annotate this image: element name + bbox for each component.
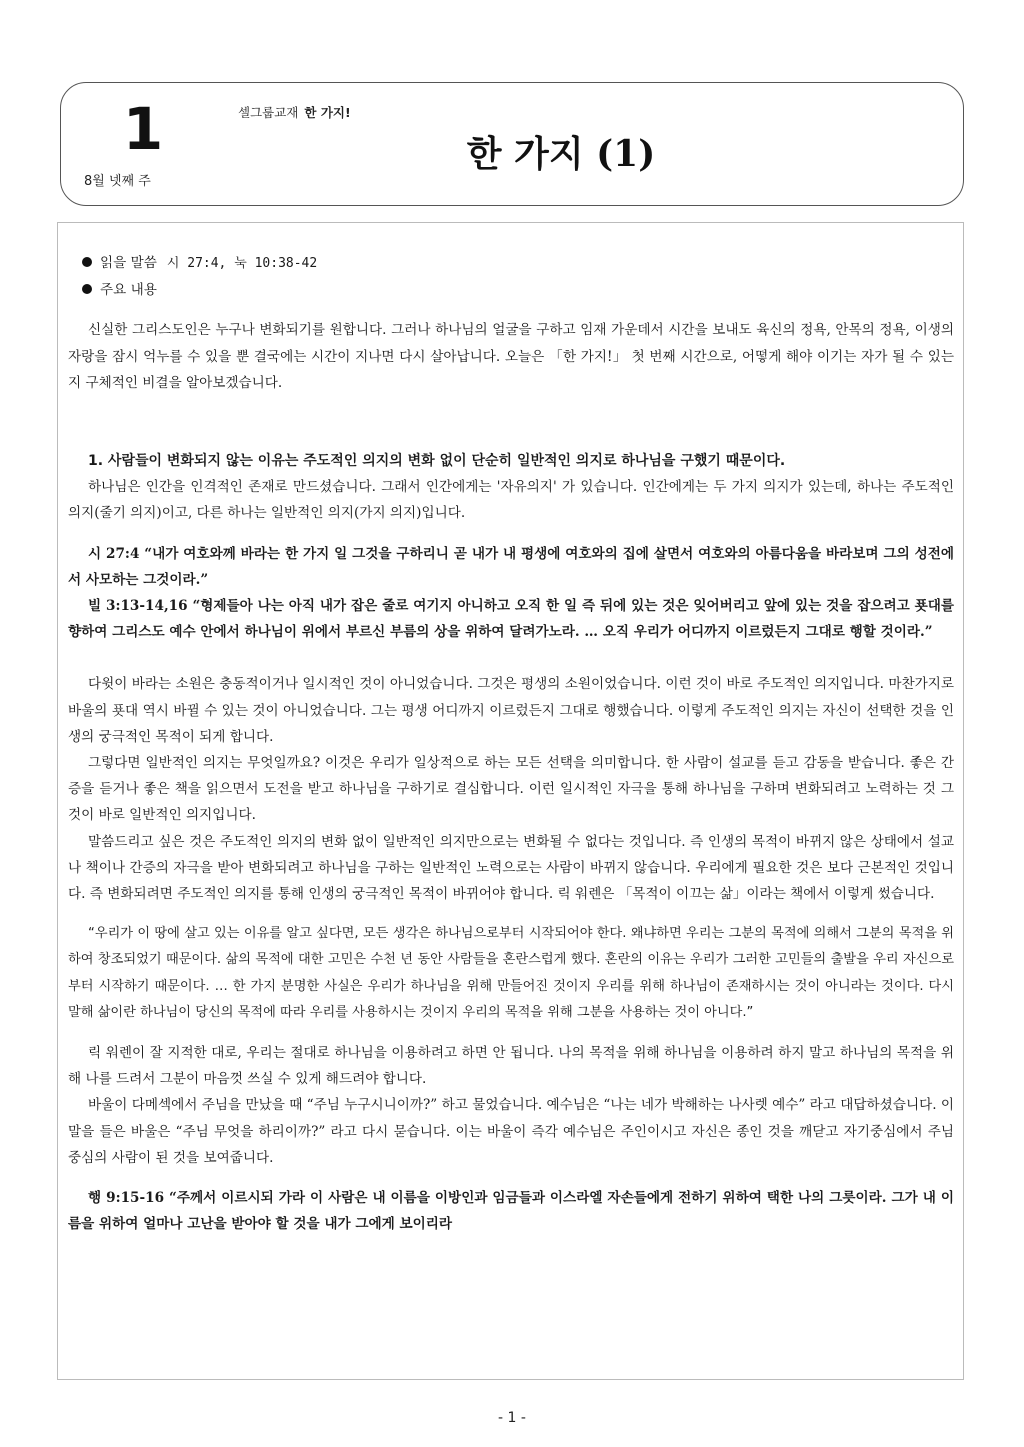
reading-line xyxy=(68,250,954,277)
body-paragraph: 그렇다면 일반적인 의지는 무엇일까요? 이것은 우리가 일상적으로 하는 모든 선택을 의미합니다. 한 사람이 설교를 듣고 감동을 받습니다. 좋은 간증을 듣거나 좋은 책을 읽으면서 도전을 받고 하나님을 구하기로 결심합니다. 이런 일시적인 자극을 통해 하나님을 구하며 변화되려고 노력하는 것 그것이 바로 일반적인 의지입니다. xyxy=(68,755,954,824)
book-quote: “우리가 이 땅에 살고 있는 이유를 알고 싶다면, 모든 생각은 하나님으로부터 시작되어야 한다. 왜냐하면 우리는 그분의 목적에 의해서 그분의 목적을 위하여 창조되었기 때문이다. 삶의 목적에 대한 고민은 수천 년 동안 사람들을 혼란스럽게 했다. 혼란의 이유는 우리가 그러한 고민들의 출발을 우리 자신으로부터 시작하기 때문이다. … 한 가지 분명한 사실은 우리가 하나님을 위해 만들어진 것이지 우리를 위해 하나님이 존재하시는 것이 아니라는 것이다. 다시 말해 삶이란 하나님이 당신의 목적에 따라 우리를 사용하시는 것이지 우리의 목적을 위해 그분을 사용하는 것이 아니다.” xyxy=(68,926,954,1020)
page-title: 한 가지 (1) xyxy=(466,133,656,175)
body-paragraph: 말씀드리고 싶은 것은 주도적인 의지의 변화 없이 일반적인 의지만으로는 변화될 수 없다는 것입니다. 즉 인생의 목적이 바뀌지 않은 상태에서 설교나 책이나 간증의 자극을 받아 변화되려고 하나님을 구하는 일반적인 노력으로는 사람이 바뀌지 않습니다. 우리에게 필요한 것은 보다 근본적인 것입니다. 즉 변화되려면 주도적인 의지를 통해 인생의 궁극적인 목적이 바뀌어야 합니다. 릭 워렌은 「목적이 이끄는 삶」이라는 책에서 이렇게 썼습니다. xyxy=(68,833,954,903)
intro-paragraph: 신실한 그리스도인은 누구나 변화되기를 원합니다. 그러나 하나님의 얼굴을 구하고 임재 가운데서 시간을 보내도 육신의 정욕, 안목의 정욕, 이생의 자랑을 잠시 억누를 수 있을 뿐 결국에는 시간이 지나면 다시 살아납니다. 오늘은 「한 가지!」 첫 번째 시간으로, 어떻게 해야 이기는 자가 될 수 있는지 구체적인 비결을 알아보겠습니다. xyxy=(68,322,954,391)
summary-label: 주요 내용 xyxy=(100,282,157,299)
summary-line xyxy=(68,277,954,303)
lesson-number: 1 xyxy=(122,95,164,163)
section-body: 하나님은 인간을 인격적인 존재로 만드셨습니다. 그래서 인간에게는 '자유의지' 가 있습니다. 인간에게는 두 가지 의지가 있는데, 하나는 주도적인 의지(줄기 의지)이고, 다른 하나는 일반적인 의지(가지 의지)입니다. xyxy=(68,479,954,522)
scripture-verse: 행 9:15-16 “주께서 이르시되 가라 이 사람은 내 이름을 이방인과 임금들과 이스라엘 자손들에게 전하기 위하여 택한 나의 그릇이라. 그가 내 이름을 위하여 얼마나 고난을 받아야 할 것을 내가 그에게 보이리라 xyxy=(68,1190,954,1233)
body-paragraph: 다윗이 바라는 소원은 충동적이거나 일시적인 것이 아니었습니다. 그것은 평생의 소원이었습니다. 이런 것이 바로 주도적인 의지입니다. 마찬가지로 바울의 푯대 역시 바뀔 수 있는 것이 아니었습니다. 그는 평생 어디까지 이르렀든지 그대로 행했습니다. 이렇게 주도적인 의지는 자신이 선택한 것을 인생의 궁극적인 목적이 되게 합니다. xyxy=(68,676,954,745)
scripture-verse: 빌 3:13-14,16 “형제들아 나는 아직 내가 잡은 줄로 여기지 아니하고 오직 한 일 즉 뒤에 있는 것은 잊어버리고 앞에 있는 것을 잡으려고 푯대를 향하여 그리스도 예수 안에서 하나님이 위에서 부르신 부름의 상을 위하여 달려가노라. … 오직 우리가 어디까지 이르렀든지 그대로 행할 것이라.” xyxy=(68,598,954,641)
series-label xyxy=(238,103,351,121)
section-heading: 1. 사람들이 변화되지 않는 이유는 주도적인 의지의 변화 없이 단순히 일반적인 의지로 하나님을 구했기 때문이다. xyxy=(88,453,786,470)
reading-reference: 시 27:4, 눅 10:38-42 xyxy=(166,256,318,271)
lesson-content xyxy=(68,250,954,1238)
reading-label: 읽을 말씀 xyxy=(100,255,157,271)
series-name: 셀그룹교재 xyxy=(238,105,299,120)
body-paragraph: 릭 워렌이 잘 지적한 대로, 우리는 절대로 하나님을 이용하려고 하면 안 됩니다. 나의 목적을 위해 하나님을 이용하려 하지 말고 하나님의 목적을 위해 나를 드려서 그분이 마음껏 쓰실 수 있게 해드려야 합니다. xyxy=(68,1045,954,1088)
bullet-icon xyxy=(82,284,92,294)
page-number: - 1 - xyxy=(498,1410,526,1426)
bullet-icon xyxy=(82,257,92,267)
lesson-week: 8월 넷째 주 xyxy=(84,174,151,189)
body-paragraph: 바울이 다메섹에서 주님을 만났을 때 “주님 누구시니이까?” 하고 물었습니다. 예수님은 “나는 네가 박해하는 나사렛 예수” 라고 대답하셨습니다. 이 말을 들은 바울은 “주님 무엇을 하리이까?” 라고 다시 묻습니다. 이는 바울이 즉각 예수님은 주인이시고 자신은 종인 것을 깨닫고 자기중심에서 주님 중심의 사람이 된 것을 보여줍니다. xyxy=(68,1097,955,1166)
scripture-verse: 시 27:4 “내가 여호와께 바라는 한 가지 일 그것을 구하리니 곧 내가 내 평생에 여호와의 집에 살면서 여호와의 아름다움을 바라보며 그의 성전에서 사모하는 그것이라.” xyxy=(68,545,954,588)
series-title: 한 가지! xyxy=(304,105,351,120)
